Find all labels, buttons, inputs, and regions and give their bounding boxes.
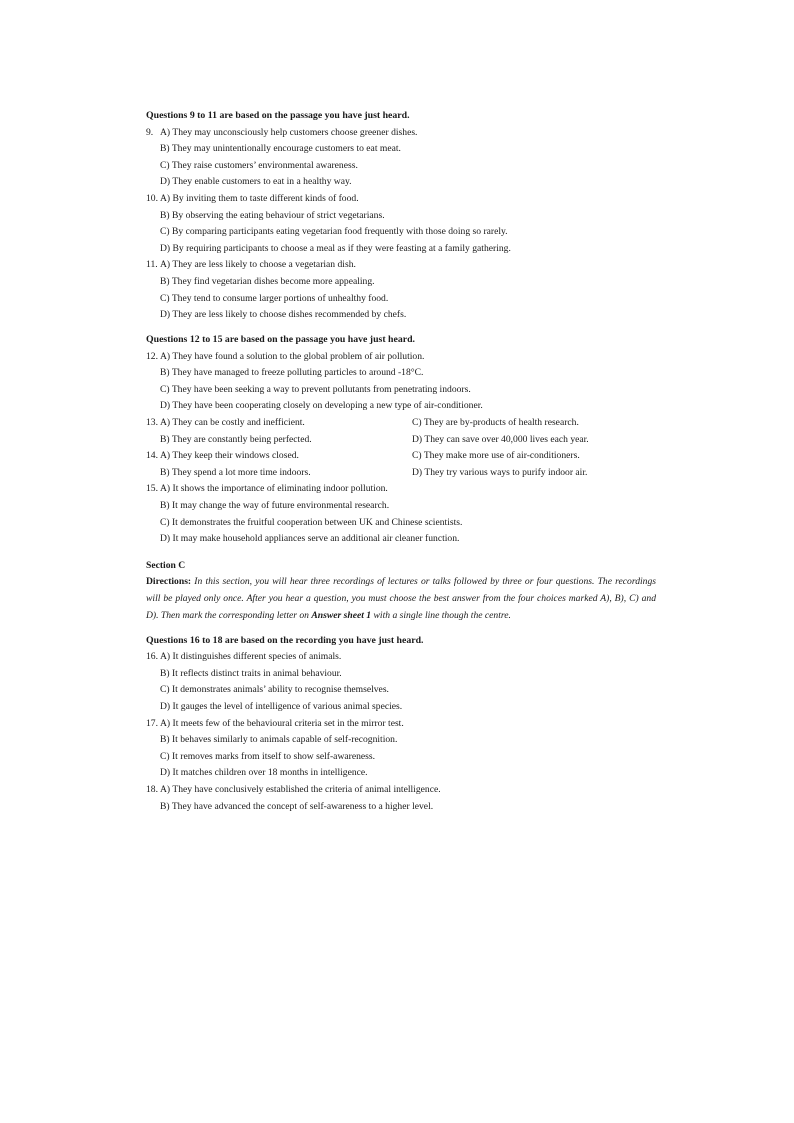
option-text: A) By inviting them to taste different kinds of food.: [160, 192, 359, 204]
question-13-option-c: C) They are by-products of health research.: [412, 417, 579, 429]
question-13-option-d: D) They can save over 40,000 lives each year.: [412, 433, 589, 445]
group-heading: Questions 16 to 18 are based on the recording you have just heard.: [146, 634, 424, 646]
question-11-option-a: [146, 257, 656, 274]
option-text: A) They have conclusively established the criteria of animal intelligence.: [160, 783, 441, 795]
question-17-option-b: B) It behaves similarly to animals capable of self-recognition.: [160, 734, 398, 746]
question-17-option-c: C) It removes marks from itself to show self-awareness.: [160, 750, 376, 762]
question-number: 10.: [146, 192, 158, 204]
question-13-row-1: [146, 415, 656, 432]
directions-label: Directions:: [146, 576, 192, 588]
option-text: A) They have found a solution to the global problem of air pollution.: [160, 350, 425, 362]
question-17-option-a: [146, 716, 656, 733]
question-17-option-d: D) It matches children over 18 months in intelligence.: [160, 767, 368, 779]
question-16-option-a: [146, 649, 656, 666]
question-10-option-b: B) By observing the eating behaviour of strict vegetarians.: [160, 209, 385, 221]
question-13-option-b: B) They are constantly being perfected.: [160, 433, 312, 445]
option-text: A) They may unconsciously help customers choose greener dishes.: [160, 126, 418, 138]
question-number: 17.: [146, 717, 158, 729]
question-number: 18.: [146, 783, 158, 795]
group-heading: Questions 9 to 11 are based on the passage you have just heard.: [146, 110, 410, 121]
question-14-row-2: [146, 465, 656, 482]
question-10-option-c: C) By comparing participants eating vegetarian food frequently with those doing so rarely.: [160, 226, 508, 238]
question-13-option-a: [146, 415, 412, 432]
question-number: 15.: [146, 483, 158, 495]
question-14-option-c: C) They make more use of air-conditioners.: [412, 450, 580, 462]
question-9-option-b: B) They may unintentionally encourage customers to eat meat.: [160, 143, 401, 155]
question-11-option-c: C) They tend to consume larger portions of unhealthy food.: [160, 292, 389, 304]
question-10-option-d: D) By requiring participants to choose a meal as if they were feasting at a family gathering.: [160, 242, 511, 254]
question-group-16-18: [146, 633, 656, 816]
question-15-option-b: B) It may change the way of future environmental research.: [160, 500, 390, 512]
question-12-option-d: D) They have been cooperating closely on developing a new type of air-conditioner.: [160, 400, 483, 412]
question-12-option-a: [146, 349, 656, 366]
question-10-option-a: [146, 191, 656, 208]
directions-text: In this section, you will hear three recordings of lectures or talks followed by three or four questions. The recordings will be played only once. After you hear a question, you must choose the best answer from the four choices marked A), B), C) and D). Then mark the corresponding letter on: [146, 576, 656, 621]
question-15-option-c: C) It demonstrates the fruitful cooperation between UK and Chinese scientists.: [160, 516, 463, 528]
question-9-option-d: D) They enable customers to eat in a healthy way.: [160, 176, 352, 188]
question-12-option-b: B) They have managed to freeze polluting particles to around -18°C.: [160, 367, 424, 379]
exam-page: [146, 108, 656, 815]
question-13-row-2: [146, 432, 656, 449]
question-number: 16.: [146, 651, 158, 663]
group-heading: Questions 12 to 15 are based on the passage you have just heard.: [146, 334, 415, 346]
section-title: Section C: [146, 559, 186, 571]
question-11-option-d: D) They are less likely to choose dishes recommended by chefs.: [160, 309, 407, 321]
question-12-option-c: C) They have been seeking a way to prevent pollutants from penetrating indoors.: [160, 383, 471, 395]
question-9-option-c: C) They raise customers’ environmental awareness.: [160, 159, 358, 171]
question-15-option-d: D) It may make household appliances serve an additional air cleaner function.: [160, 533, 460, 545]
answer-sheet-reference: Answer sheet 1: [311, 609, 372, 621]
question-18-option-a: [146, 782, 656, 799]
question-9-option-a: [146, 125, 656, 142]
question-15-option-a: [146, 481, 656, 498]
question-16-option-c: C) It demonstrates animals’ ability to recognise themselves.: [160, 684, 389, 696]
question-number: 9.: [146, 126, 154, 138]
option-text: A) They keep their windows closed.: [160, 450, 299, 462]
option-text: A) They are less likely to choose a vegetarian dish.: [160, 259, 356, 271]
question-14-row-1: [146, 448, 656, 465]
question-14-option-d: D) They try various ways to purify indoor air.: [412, 466, 588, 478]
question-number: 12.: [146, 350, 158, 362]
option-text: A) It shows the importance of eliminating indoor pollution.: [160, 483, 388, 495]
section-c: [146, 558, 656, 624]
question-group-12-15: [146, 332, 656, 548]
question-16-option-d: D) It gauges the level of intelligence of various animal species.: [160, 700, 403, 712]
question-group-9-11: [146, 108, 656, 324]
question-18-option-b: B) They have advanced the concept of self-awareness to a higher level.: [160, 800, 434, 812]
question-14-option-b: B) They spend a lot more time indoors.: [160, 466, 311, 478]
question-11-option-b: B) They find vegetarian dishes become more appealing.: [160, 275, 375, 287]
question-number: 13.: [146, 417, 158, 429]
option-text: A) They can be costly and inefficient.: [160, 417, 305, 429]
directions-text-end: with a single line though the centre.: [373, 609, 511, 621]
question-16-option-b: B) It reflects distinct traits in animal behaviour.: [160, 667, 342, 679]
question-number: 11.: [146, 259, 158, 271]
question-number: 14.: [146, 450, 158, 462]
option-text: A) It distinguishes different species of animals.: [160, 651, 342, 663]
directions-paragraph: [146, 574, 656, 624]
option-text: A) It meets few of the behavioural criteria set in the mirror test.: [160, 717, 404, 729]
question-14-option-a: [146, 448, 412, 465]
